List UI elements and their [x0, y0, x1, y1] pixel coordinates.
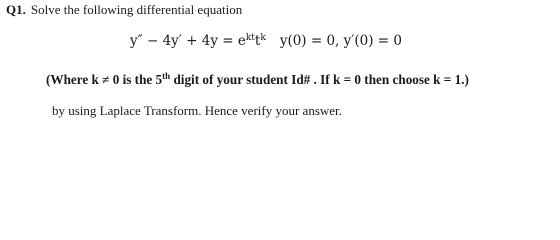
equation-body — [130, 33, 266, 49]
question-line — [6, 2, 242, 18]
note-line — [46, 72, 469, 88]
question-number: Q1. — [6, 2, 26, 17]
initial-conditions: y(0) = 0, y′(0) = 0 — [279, 33, 402, 49]
question-intro: Solve the following differential equation — [30, 2, 243, 17]
equation-exponent: kt — [245, 33, 255, 43]
note-ordinal: th — [162, 71, 171, 81]
equation-t-exponent: k — [260, 33, 266, 43]
note-prefix: (Where k ≠ 0 is the 5 — [46, 72, 163, 87]
equation-t: t — [254, 33, 261, 49]
instruction-line: by using Laplace Transform. Hence verify your answer. — [52, 103, 342, 118]
equation-lhs: y″ − 4y′ + 4y = e — [130, 33, 246, 49]
differential-equation — [130, 33, 402, 49]
note-rest: digit of your student Id# . If k = 0 then choose k = 1.) — [170, 72, 469, 87]
